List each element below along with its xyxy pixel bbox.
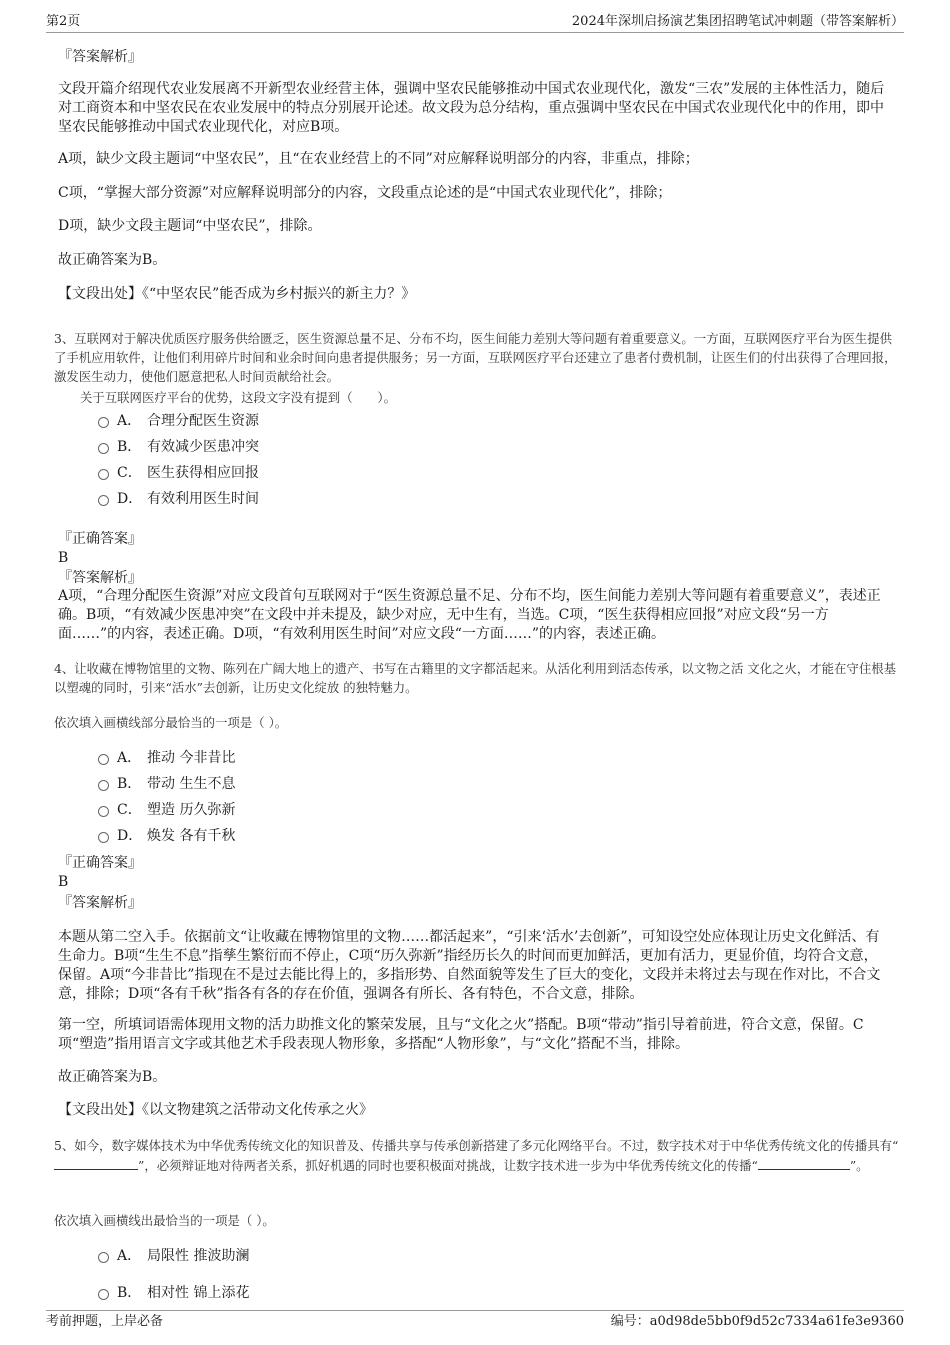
q3-answer: B xyxy=(58,550,69,566)
q3-option-b[interactable]: B． 有效减少医患冲突 xyxy=(98,438,259,456)
q4-option-a[interactable]: A． 推动 今非昔比 xyxy=(98,749,235,767)
q4-option-d[interactable]: D． 焕发 各有千秋 xyxy=(98,827,235,845)
q3-question: 关于互联网医疗平台的优势，这段文字没有提到（ ）。 xyxy=(80,390,396,405)
q5-blank-1 xyxy=(54,1155,138,1170)
radio-icon[interactable] xyxy=(98,1289,109,1300)
radio-icon[interactable] xyxy=(98,417,109,428)
radio-icon[interactable] xyxy=(98,754,109,765)
q2-analysis-a: A项，缺少文段主题词“中坚农民”，且“在农业经营上的不同”对应解释说明部分的内容，非重点，排除； xyxy=(58,151,699,167)
radio-icon[interactable] xyxy=(98,443,109,454)
q3-option-a[interactable]: A． 合理分配医生资源 xyxy=(98,412,259,430)
q5-blank-2 xyxy=(758,1155,850,1170)
radio-icon[interactable] xyxy=(98,469,109,480)
q2-analysis-c: C项，“掌握大部分资源”对应解释说明部分的内容，文段重点论述的是“中国式农业现代化”，排除； xyxy=(58,185,672,201)
q4-answer-label: 『正确答案』 xyxy=(58,855,142,871)
q2-conclusion: 故正确答案为B。 xyxy=(58,252,167,268)
q4-conclusion: 故正确答案为B。 xyxy=(58,1069,167,1085)
page-number: 第2页 xyxy=(46,14,81,29)
q3-stem: 3、互联网对于解决优质医疗服务供给匮乏，医生资源总量不足、分布不均，医生间能力差别大等问题有着重要意义。一方面，互联网医疗平台为医生提供了手机应用软件，让他们利用碎片时间和业余时间向患者提供服务；另一方面，互联网医疗平台还建立了患者付费机制，让医生们的付出获得了合理回报，激发医生动力，使他们愿意把私人时间贡献给社会。 xyxy=(54,331,897,384)
q4-analysis-para2: 第一空，所填词语需体现用文物的活力助推文化的繁荣发展，且与“文化之火”搭配。B项“带动”指引导着前进，符合文意，保留。C项“塑造”指用语言文字或其他艺术手段表现人物形象，多搭配“人物形象”，与“文化”搭配不当，排除。 xyxy=(58,1017,864,1052)
q2-analysis-para1: 文段开篇介绍现代农业发展离不开新型农业经营主体，强调中坚农民能够推动中国式农业现代化，激发“三农”发展的主体性活力，随后对工商资本和中坚农民在农业发展中的特点分别展开论述。故文段为总分结构，重点强调中坚农民在中国式农业现代化中的作用，即中坚农民能够推动中国式农业现代化，对应B项。 xyxy=(58,81,885,135)
radio-icon[interactable] xyxy=(98,495,109,506)
document-id: 编号：a0d98de5bb0f9d52c7334a61fe3e9360 xyxy=(610,1314,904,1329)
q3-analysis: A项，“合理分配医生资源”对应文段首句互联网对于“医生资源总量不足、分布不均，医生间能力差别大等问题有着重要意义”，表述正确。B项，“有效减少医患冲突”在文段中并未提及，缺少对应，无中生有，当选。C项，“医生获得相应回报”对应文段“另一方面……”的内容，表述正确。D项，“有效利用医生时间”对应文段“一方面……”的内容，表述正确。 xyxy=(58,588,881,642)
q5-option-a[interactable]: A． 局限性 推波助澜 xyxy=(98,1247,249,1265)
q5-question: 依次填入画横线出最恰当的一项是（ ）。 xyxy=(54,1213,275,1228)
q5-option-b[interactable]: B． 相对性 锦上添花 xyxy=(98,1284,249,1302)
page-header xyxy=(46,14,904,33)
radio-icon[interactable] xyxy=(98,780,109,791)
q4-stem: 4、让收藏在博物馆里的文物、陈列在广阔大地上的遗产、书写在古籍里的文字都活起来。从活化利用到活态传承，以文物之活 文化之火，才能在守住根基以塑魂的同时，引来“活水”去创新，让历史文化绽放 的独特魅力。 xyxy=(54,661,896,695)
radio-icon[interactable] xyxy=(98,832,109,843)
q4-option-c[interactable]: C． 塑造 历久弥新 xyxy=(98,801,235,819)
q5-stem: 5、如今，数字媒体技术为中华优秀传统文化的知识普及、传播共享与传承创新搭建了多元化网络平台。不过，数字技术对于中华优秀传统文化的传播具有“”，必须辩证地对待两者关系，抓好机遇的同时也要积极面对挑战，让数字技术进一步为中华优秀传统文化的传播“ ”。 xyxy=(54,1138,899,1173)
q4-question: 依次填入画横线部分最恰当的一项是（ ）。 xyxy=(54,715,288,730)
q2-analysis-d: D项，缺少文段主题词“中坚农民”，排除。 xyxy=(58,218,322,234)
q4-source: 【文段出处】《以文物建筑之活带动文化传承之火》 xyxy=(58,1102,373,1118)
q3-option-d[interactable]: D． 有效利用医生时间 xyxy=(98,490,259,508)
footer-slogan: 考前押题，上岸必备 xyxy=(46,1314,164,1329)
page-footer xyxy=(46,1310,904,1329)
q3-answer-label: 『正确答案』 xyxy=(58,531,142,547)
q4-option-b[interactable]: B． 带动 生生不息 xyxy=(98,775,235,793)
radio-icon[interactable] xyxy=(98,806,109,817)
document-title: 2024年深圳启扬演艺集团招聘笔试冲刺题（带答案解析） xyxy=(571,14,904,29)
radio-icon[interactable] xyxy=(98,1252,109,1263)
q3-option-c[interactable]: C． 医生获得相应回报 xyxy=(98,464,259,482)
q4-analysis-para1: 本题从第二空入手。依据前文“让收藏在博物馆里的文物……都活起来”，“引来‘活水’去创新”，可知设空处应体现让历史文化鲜活、有生命力。B项“生生不息”指孳生繁衍而不停止，C项“历久弥新”指经历长久的时间而更加鲜活，更加有活力，更显价值，均符合文意，保留。A项“今非昔比”指现在不是过去能比得上的，多指形势、自然面貌等发生了巨大的变化，文段并未将过去与现在作对比，不合文意，排除；D项“各有千秋”指各有各的存在价值，强调各有所长、各有特色，不合文意，排除。 xyxy=(58,929,881,1002)
q3-analysis-label: 『答案解析』 xyxy=(58,570,142,586)
q4-answer: B xyxy=(58,874,69,890)
q4-analysis-label: 『答案解析』 xyxy=(58,895,142,911)
q2-analysis-label: 『答案解析』 xyxy=(58,49,142,65)
q2-source: 【文段出处】《“中坚农民”能否成为乡村振兴的新主力？》 xyxy=(58,286,416,302)
